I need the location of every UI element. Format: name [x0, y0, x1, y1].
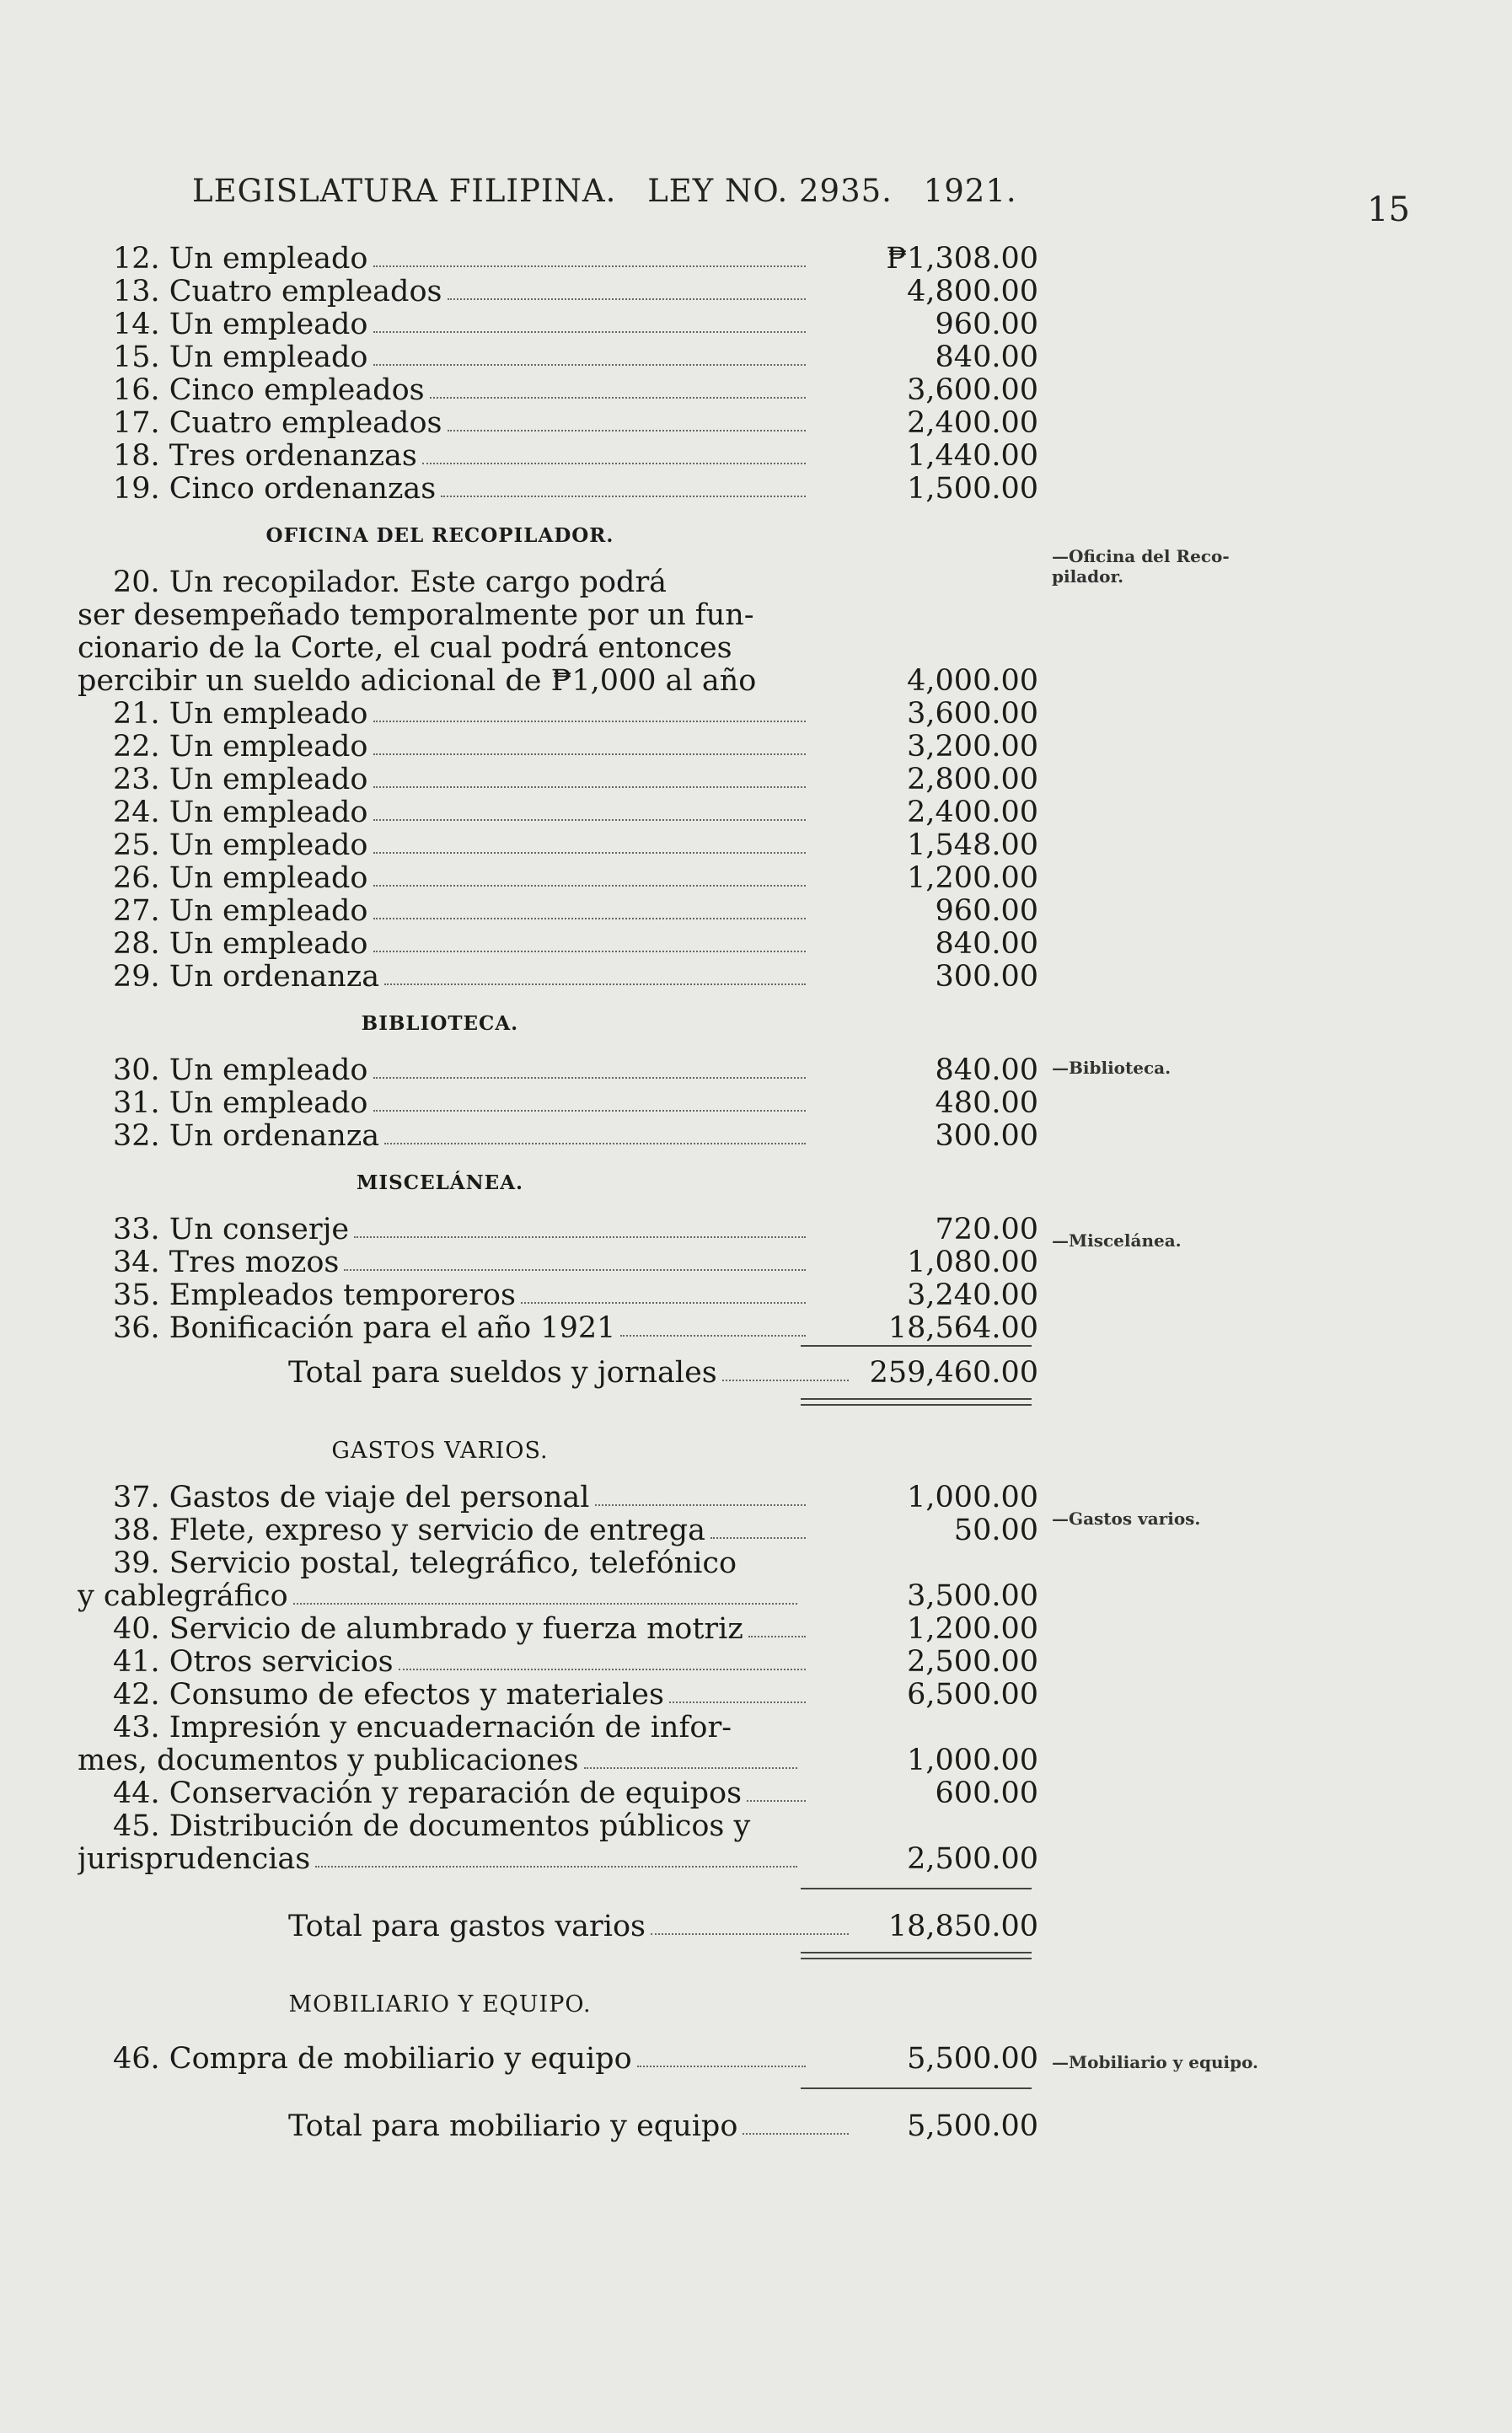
section-heading-miscelanea: MISCELÁNEA.: [356, 1171, 524, 1194]
item-39: [78, 1547, 802, 1580]
list-item: [78, 1312, 1038, 1345]
item-amount: 840.00: [935, 1053, 1038, 1087]
list-item: [78, 374, 1038, 407]
leader-dots: [293, 1603, 797, 1605]
item-amount: 1,548.00: [907, 828, 1038, 862]
item-20-last-line: [78, 665, 1038, 698]
list-item: [78, 764, 1038, 796]
item-43: [78, 1712, 802, 1744]
list-item: [78, 1679, 1038, 1712]
total-amount: 259,460.00: [869, 1356, 1038, 1390]
appropriation-list: [78, 243, 1038, 2143]
item-label: 18. Tres ordenanzas: [113, 440, 417, 473]
total-rule: [801, 2087, 1032, 2099]
item-label: 16. Cinco empleados: [113, 374, 425, 407]
item-label: 13. Cuatro empleados: [113, 276, 442, 308]
rows-group-e2: [78, 1613, 1038, 1712]
leader-dots: [373, 786, 807, 788]
list-item: [78, 276, 1038, 308]
leader-dots: [710, 1537, 806, 1539]
rows-group-a: [78, 243, 1038, 506]
leader-dots: [344, 1269, 806, 1271]
leader-dots: [448, 298, 807, 300]
list-item: [78, 1087, 1038, 1120]
leader-dots: [384, 983, 806, 985]
list-item: [78, 796, 1038, 829]
item-45-amount: 2,500.00: [907, 1842, 1038, 1876]
list-item: [78, 308, 1038, 341]
leader-dots: [620, 1335, 806, 1337]
item-45-line: 45. Distribución de documentos públicos y: [113, 1809, 751, 1843]
item-20-line: ser desempeñado temporalmente por un fun-: [78, 598, 754, 632]
item-label: 27. Un empleado: [113, 895, 368, 928]
leader-dots: [315, 1866, 797, 1868]
total-rule: [801, 1345, 1032, 1357]
item-amount: 960.00: [935, 894, 1038, 928]
item-amount: 1,500.00: [907, 472, 1038, 506]
total-label: Total para sueldos y jornales: [288, 1357, 717, 1390]
list-item: [78, 928, 1038, 961]
leader-dots: [441, 496, 806, 497]
item-amount: 480.00: [935, 1086, 1038, 1120]
leader-dots: [430, 397, 807, 399]
leader-dots: [373, 885, 807, 887]
item-label: 29. Un ordenanza: [113, 961, 380, 994]
item-label: 14. Un empleado: [113, 308, 368, 341]
item-label: 36. Bonificación para el año 1921: [113, 1312, 616, 1345]
leader-dots: [747, 1800, 806, 1802]
item-amount: 3,240.00: [907, 1278, 1038, 1312]
item-45-last-line: [78, 1843, 1038, 1876]
item-label: 35. Empleados temporeros: [113, 1279, 516, 1312]
list-item: [78, 243, 1038, 276]
total-amount: 18,850.00: [887, 1910, 1038, 1943]
item-amount: 960.00: [935, 308, 1038, 341]
leader-dots: [373, 721, 807, 722]
item-label: 25. Un empleado: [113, 829, 368, 862]
margin-note-miscelanea: —Miscelánea.: [1052, 1230, 1182, 1251]
item-label: 31. Un empleado: [113, 1087, 368, 1120]
item-43-line: mes, documentos y publicaciones: [78, 1744, 579, 1777]
list-item: [78, 1246, 1038, 1279]
leader-dots: [373, 364, 807, 366]
item-label: 26. Un empleado: [113, 862, 368, 895]
item-46-label: 46. Compra de mobiliario y equipo: [113, 2043, 632, 2076]
list-item: [78, 1482, 1038, 1514]
item-label: 38. Flete, expreso y servicio de entrega: [113, 1514, 706, 1547]
leader-dots: [637, 2066, 807, 2067]
item-amount: 840.00: [935, 340, 1038, 374]
leader-dots: [521, 1302, 806, 1304]
item-43-amount: 1,000.00: [907, 1744, 1038, 1777]
item-label: 33. Un conserje: [113, 1214, 350, 1246]
item-amount: 3,200.00: [907, 730, 1038, 764]
leader-dots: [651, 1933, 849, 1935]
item-20-amount: 4,000.00: [907, 664, 1038, 698]
item-amount: 1,200.00: [907, 861, 1038, 895]
leader-dots: [399, 1669, 807, 1670]
running-header: [192, 173, 1037, 209]
item-amount: 2,800.00: [907, 763, 1038, 796]
list-item: [78, 1054, 1038, 1087]
item-20-line: cionario de la Corte, el cual podrá entonces: [78, 631, 732, 665]
leader-dots: [373, 1077, 807, 1079]
leader-dots: [669, 1701, 806, 1703]
item-label: 15. Un empleado: [113, 341, 368, 374]
total-amount: 5,500.00: [907, 2109, 1038, 2143]
item-label: 19. Cinco ordenanzas: [113, 473, 437, 506]
list-item: [78, 1214, 1038, 1246]
item-label: 40. Servicio de alumbrado y fuerza motriz: [113, 1613, 743, 1646]
item-44-label: 44. Conservación y reparación de equipos: [113, 1777, 743, 1810]
list-item: [78, 698, 1038, 731]
leader-dots: [595, 1504, 807, 1506]
item-45: [78, 1810, 802, 1843]
list-item: [78, 862, 1038, 895]
total-label: Total para gastos varios: [288, 1910, 646, 1943]
list-item: [78, 473, 1038, 506]
item-label: 30. Un empleado: [113, 1054, 368, 1087]
item-amount: 720.00: [935, 1213, 1038, 1246]
leader-dots: [373, 918, 807, 919]
item-label: 23. Un empleado: [113, 764, 368, 796]
item-45-line: jurisprudencias: [78, 1843, 311, 1876]
leader-dots: [422, 463, 807, 464]
item-amount: 2,500.00: [907, 1645, 1038, 1679]
item-20-line: percibir un sueldo adicional de ₱1,000 al año: [78, 665, 757, 698]
leader-dots: [373, 819, 807, 821]
leader-dots: [373, 753, 807, 755]
item-amount: 2,400.00: [907, 406, 1038, 440]
item-label: 42. Consumo de efectos y materiales: [113, 1679, 664, 1712]
item-label: 22. Un empleado: [113, 731, 368, 764]
item-amount: 1,000.00: [907, 1481, 1038, 1514]
page-number: 15: [1367, 190, 1410, 229]
rows-group-d: [78, 1214, 1038, 1345]
list-item: [78, 1279, 1038, 1312]
section-heading-recopilador: OFICINA DEL RECOPILADOR.: [265, 524, 614, 547]
item-39-line: y cablegráfico: [78, 1580, 288, 1613]
section-heading-biblioteca: BIBLIOTECA.: [361, 1012, 519, 1035]
margin-note-mobiliario: —Mobiliario y equipo.: [1052, 2052, 1259, 2072]
list-item: [78, 407, 1038, 440]
item-amount: 50.00: [953, 1514, 1038, 1547]
item-amount: 300.00: [935, 1119, 1038, 1153]
item-20-line: 20. Un recopilador. Este cargo podrá: [113, 565, 668, 599]
item-amount: 840.00: [935, 927, 1038, 961]
item-label: 21. Un empleado: [113, 698, 368, 731]
item-amount: 1,440.00: [907, 439, 1038, 473]
item-label: 28. Un empleado: [113, 928, 368, 961]
item-44-row: [78, 1777, 1038, 1810]
leader-dots: [373, 951, 807, 952]
double-rule: [801, 1952, 1032, 1959]
total-rule: [801, 1888, 1032, 1900]
item-amount: 3,600.00: [907, 373, 1038, 407]
item-amount: 4,800.00: [907, 275, 1038, 308]
list-item: [78, 895, 1038, 928]
leader-dots: [384, 1143, 806, 1144]
item-amount: 3,600.00: [907, 697, 1038, 731]
list-item: [78, 1646, 1038, 1679]
total-sueldos-row: [78, 1357, 1038, 1390]
header-title: LEGISLATURA FILIPINA.: [192, 173, 617, 209]
item-39-last-line: [78, 1580, 1038, 1613]
leader-dots: [748, 1636, 807, 1637]
leader-dots: [354, 1236, 806, 1238]
list-item: [78, 829, 1038, 862]
item-39-line: 39. Servicio postal, telegráfico, telefónico: [113, 1546, 737, 1580]
total-mobiliario-row: [78, 2099, 1038, 2143]
item-label: 34. Tres mozos: [113, 1246, 340, 1279]
margin-note-recopilador: —Oficina del Reco- pilador.: [1052, 546, 1230, 587]
rows-group-b: [78, 698, 1038, 994]
rows-group-c: [78, 1054, 1038, 1153]
item-label: 32. Un ordenanza: [113, 1120, 380, 1153]
total-gastos-row: [78, 1900, 1038, 1943]
list-item: [78, 1613, 1038, 1646]
leader-dots: [448, 430, 807, 431]
item-46-row: [78, 2035, 1038, 2076]
section-heading-gastos: GASTOS VARIOS.: [331, 1438, 549, 1464]
margin-note-gastos: —Gastos varios.: [1052, 1509, 1201, 1529]
list-item: [78, 961, 1038, 994]
item-amount: 6,500.00: [907, 1678, 1038, 1712]
item-amount: 18,564.00: [887, 1311, 1038, 1345]
leader-dots: [373, 265, 807, 267]
list-item: [78, 440, 1038, 473]
header-law-number: LEY NO. 2935.: [647, 173, 893, 209]
list-item: [78, 731, 1038, 764]
total-label: Total para mobiliario y equipo: [288, 2110, 738, 2143]
item-amount: 1,200.00: [907, 1612, 1038, 1646]
rows-group-e1: [78, 1482, 1038, 1547]
list-item: [78, 1514, 1038, 1547]
section-heading-mobiliario: MOBILIARIO Y EQUIPO.: [288, 1991, 592, 2018]
item-label: 24. Un empleado: [113, 796, 368, 829]
item-amount: 1,080.00: [907, 1246, 1038, 1279]
item-44-amount: 600.00: [935, 1777, 1038, 1810]
item-46-amount: 5,500.00: [907, 2042, 1038, 2076]
item-label: 41. Otros servicios: [113, 1646, 394, 1679]
double-rule: [801, 1398, 1032, 1406]
leader-dots: [373, 1110, 807, 1112]
item-39-amount: 3,500.00: [907, 1579, 1038, 1613]
item-20-paragraph: [78, 566, 802, 665]
item-label: 12. Un empleado: [113, 243, 368, 276]
item-label: 17. Cuatro empleados: [113, 407, 442, 440]
item-amount: 300.00: [935, 960, 1038, 994]
item-43-last-line: [78, 1744, 1038, 1777]
leader-dots: [584, 1767, 797, 1769]
leader-dots: [373, 852, 807, 854]
item-label: 37. Gastos de viaje del personal: [113, 1482, 590, 1514]
leader-dots: [743, 2133, 849, 2135]
header-year: 1921.: [923, 173, 1017, 209]
leader-dots: [373, 331, 807, 333]
leader-dots: [722, 1380, 850, 1381]
list-item: [78, 1120, 1038, 1153]
item-amount: 2,400.00: [907, 796, 1038, 829]
item-amount: ₱1,308.00: [886, 242, 1038, 276]
item-43-line: 43. Impresión y encuadernación de infor-: [113, 1711, 732, 1744]
margin-note-biblioteca: —Biblioteca.: [1052, 1058, 1172, 1078]
list-item: [78, 341, 1038, 374]
